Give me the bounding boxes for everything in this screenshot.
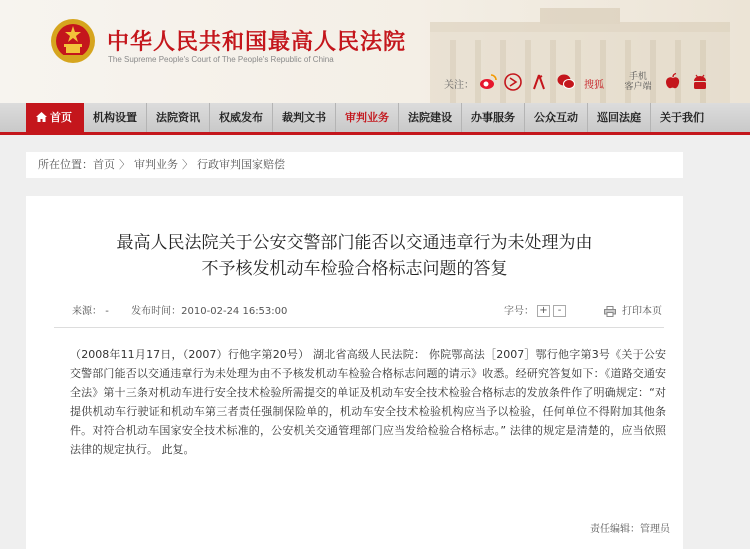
site-title: 中华人民共和国最高人民法院 (107, 30, 407, 55)
nav-item-home[interactable]: 首页 (26, 103, 84, 132)
follow-bar (0, 70, 750, 96)
nav-item-releases[interactable]: 权威发布 (210, 103, 273, 132)
nav-items (26, 103, 713, 132)
breadcrumb-separator: 〉 (119, 158, 130, 171)
font-increase-button[interactable]: + (537, 305, 550, 317)
nav-item-public-interaction[interactable]: 公众互动 (525, 103, 588, 132)
nav-item-circuit-court[interactable]: 巡回法庭 (588, 103, 651, 132)
nav-item-about[interactable]: 关于我们 (660, 111, 704, 124)
article-title: 最高人民法院关于公安交警部门能否以交通违章行为未处理为由 不予核发机动车检验合格标志问题的答复 (116, 233, 593, 279)
renmin-icon[interactable] (529, 72, 549, 92)
site-header (0, 0, 750, 103)
article-body: （2008年11月17日，（2007）行他字第20号） 湖北省高级人民法院： 你院鄂高法［2007］鄂行他字第3号《关于公安交警部门能否以交通违章行为未处理为由不予核发机动车检验合格标志问题的请示》收悉。经研究答复如下：《道路交通安全法》第十三条对机动车进行安全技术检验所需提交的单证及机动车安全技术检验合格标志的发放条件作了明确规定：“对提供机动车行驶证和机动车第三者责任强制保险单的，机动车安全技术检验机构应当予以检验，任何单位不得附加其他条件。对符合机动车国家安全技术标准的，公安机关交通管理部门应当发给检验合格标志。” 法律的规定是清楚的，应当依照法律的规定执行。 此复。 (70, 348, 666, 456)
font-size-label: 字号： (504, 306, 534, 317)
printer-icon (604, 306, 616, 317)
follow-label: 关注： (444, 80, 474, 91)
nav-item-services[interactable]: 办事服务 (462, 103, 525, 132)
article-panel (26, 196, 683, 549)
meta-divider (54, 327, 664, 328)
article-meta (72, 302, 287, 317)
date-value: 2010-02-24 16:53:00 (181, 306, 288, 317)
breadcrumb-trial-business[interactable]: 审判业务 (134, 158, 178, 171)
home-icon (36, 112, 47, 122)
site-subtitle: The Supreme People's Court of The People's Republic of China (108, 55, 334, 64)
weibo-icon[interactable] (478, 72, 498, 92)
font-size-control (504, 302, 566, 317)
source-label: 来源： (72, 306, 102, 317)
responsible-editor: 责任编辑：管理员 (590, 524, 670, 535)
nav-item-court-building[interactable]: 法院建设 (399, 103, 462, 132)
main-nav (0, 103, 750, 135)
mobile-client-label[interactable]: 手机 客户端 (624, 72, 652, 92)
android-icon[interactable] (690, 72, 710, 92)
breadcrumb-admin-trial[interactable]: 行政审判国家赔偿 (197, 158, 285, 171)
source-value: - (105, 306, 109, 317)
search-link[interactable]: 搜狐 (584, 80, 604, 91)
apple-icon[interactable] (663, 72, 683, 92)
breadcrumb-prefix: 所在位置： (38, 158, 93, 171)
national-emblem-icon (50, 18, 96, 64)
breadcrumb (26, 152, 683, 178)
font-decrease-button[interactable]: - (553, 305, 566, 317)
nav-item-news[interactable]: 法院资讯 (147, 103, 210, 132)
qzone-icon[interactable] (503, 72, 523, 92)
print-button[interactable]: 打印本页 (604, 302, 662, 317)
nav-item-judgments[interactable]: 裁判文书 (273, 103, 336, 132)
nav-item-institution[interactable]: 机构设置 (84, 103, 147, 132)
date-label: 发布时间： (131, 306, 182, 317)
wechat-icon[interactable] (556, 72, 576, 92)
breadcrumb-separator: 〉 (182, 158, 193, 171)
nav-item-trial-business[interactable]: 审判业务 (336, 103, 399, 132)
breadcrumb-home[interactable]: 首页 (93, 158, 115, 171)
